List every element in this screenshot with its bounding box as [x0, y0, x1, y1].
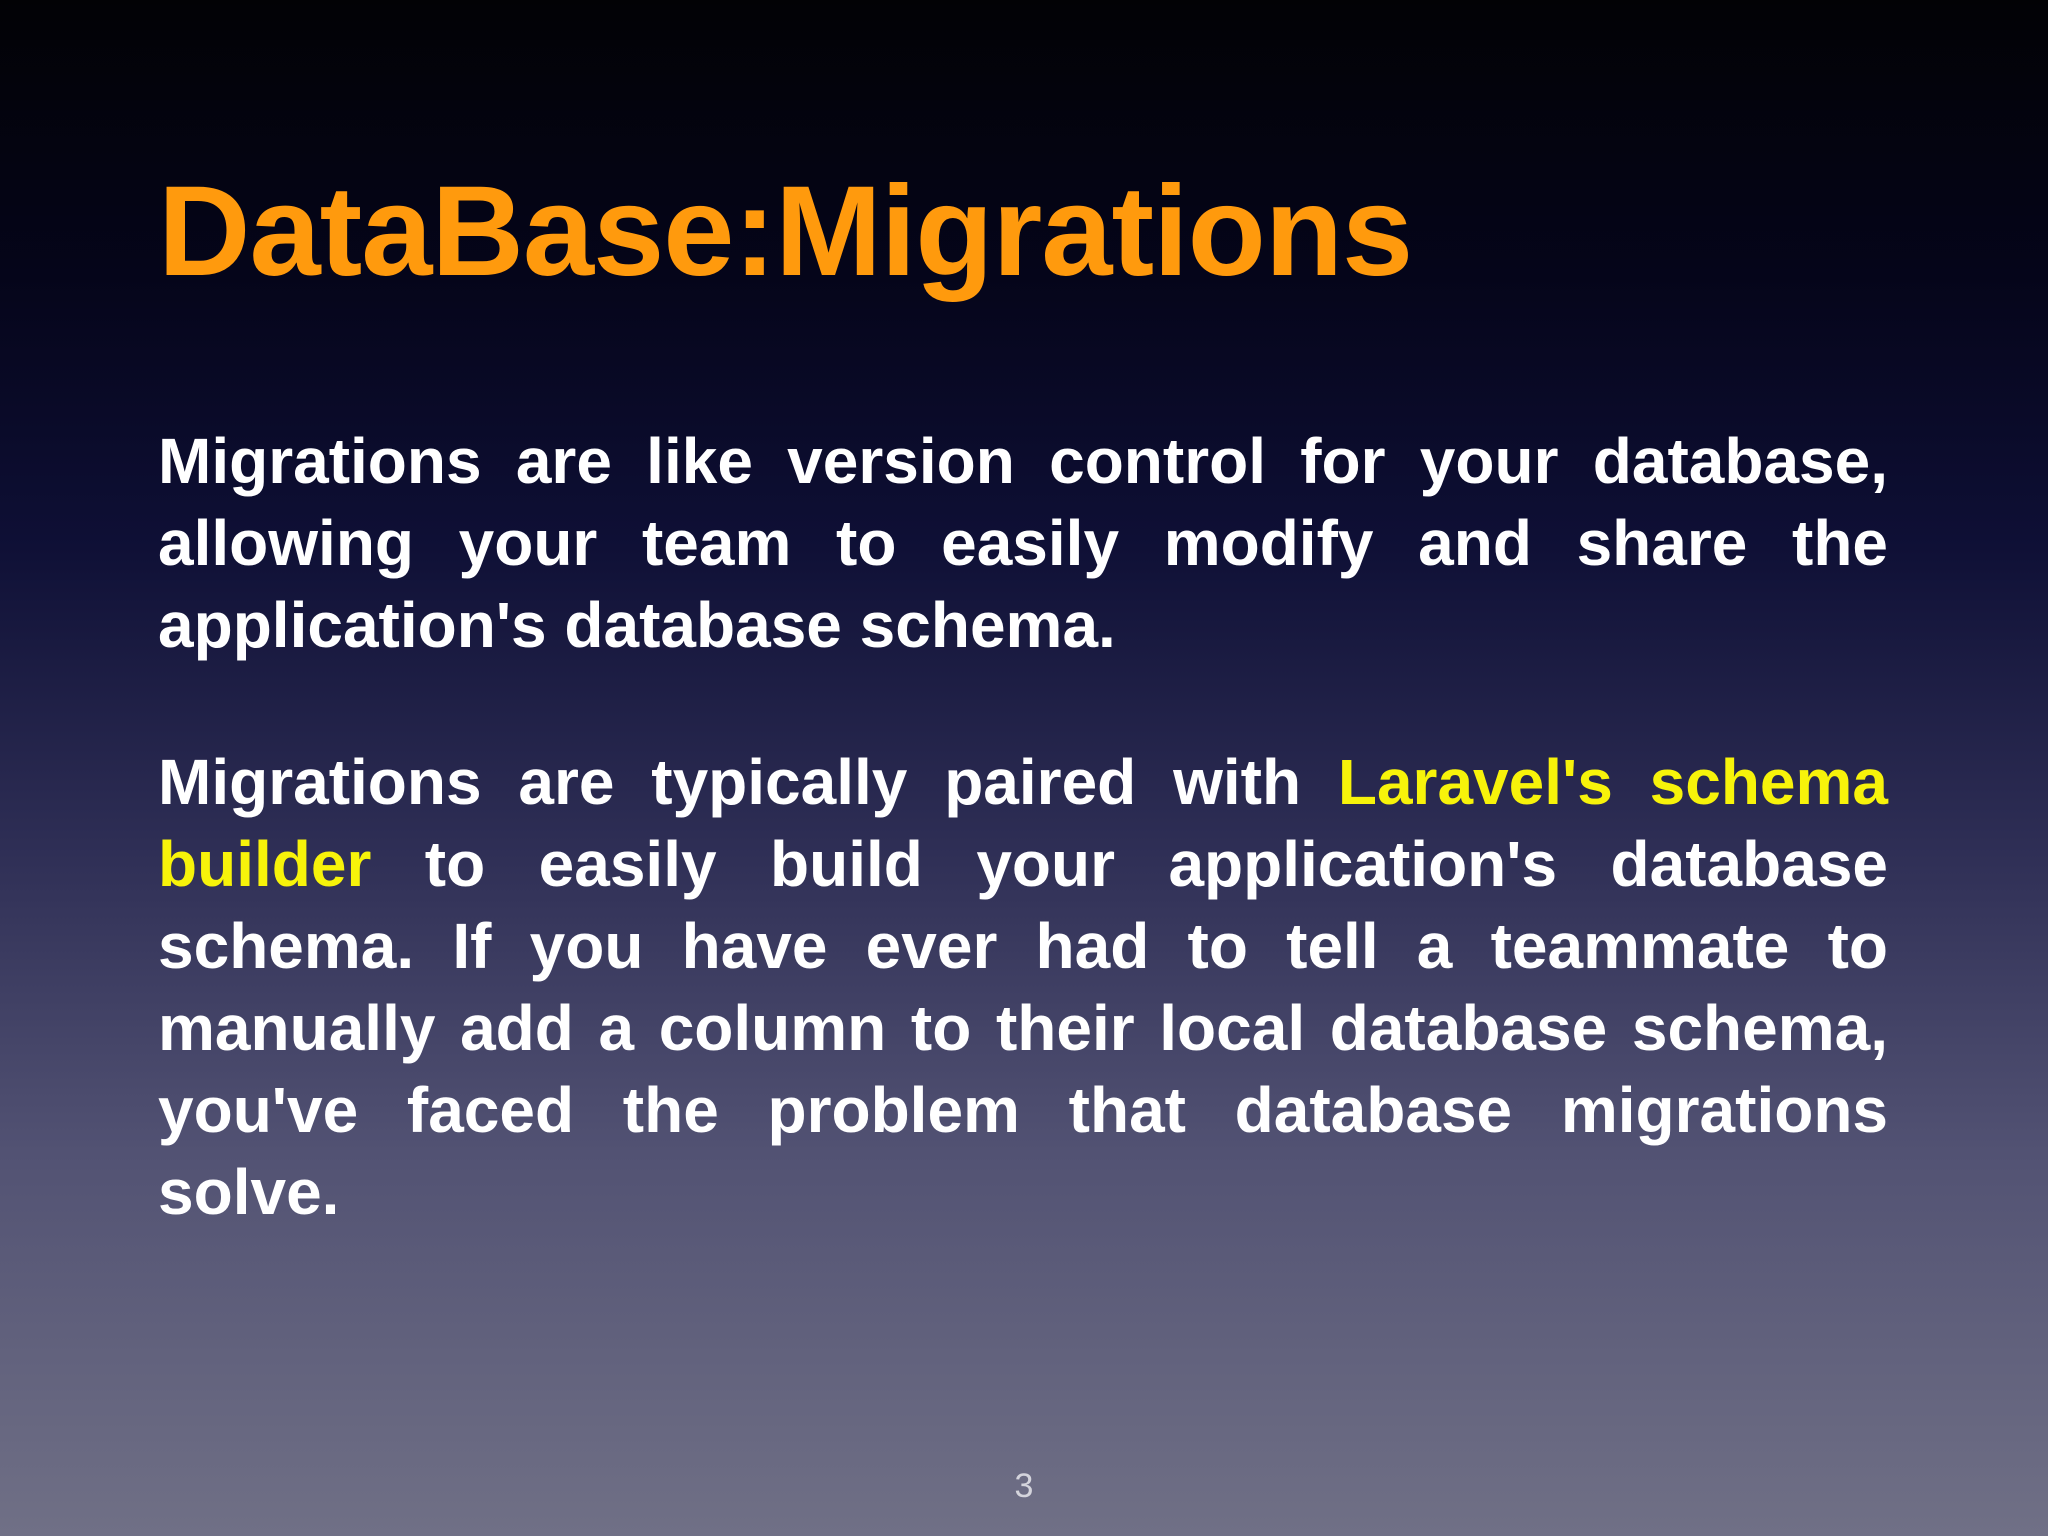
paragraph-schema-builder — [158, 741, 1888, 1233]
paragraph-definition: Migrations are like version control for your database, allowing your team to easily modify and share the application's database schema. — [158, 425, 1888, 661]
paragraph-text-after: to easily build your application's database schema. If you have ever had to tell a teammate to manually add a column to their local database schema, you've faced the problem that database migrations solve. — [158, 828, 1888, 1228]
slide-title: DataBase:Migrations — [158, 160, 1413, 303]
paragraph-text-before: Migrations are typically paired with — [158, 746, 1338, 818]
page-number: 3 — [1014, 1467, 1034, 1505]
highlighted-term: Laravel's schema builder — [158, 746, 1889, 900]
